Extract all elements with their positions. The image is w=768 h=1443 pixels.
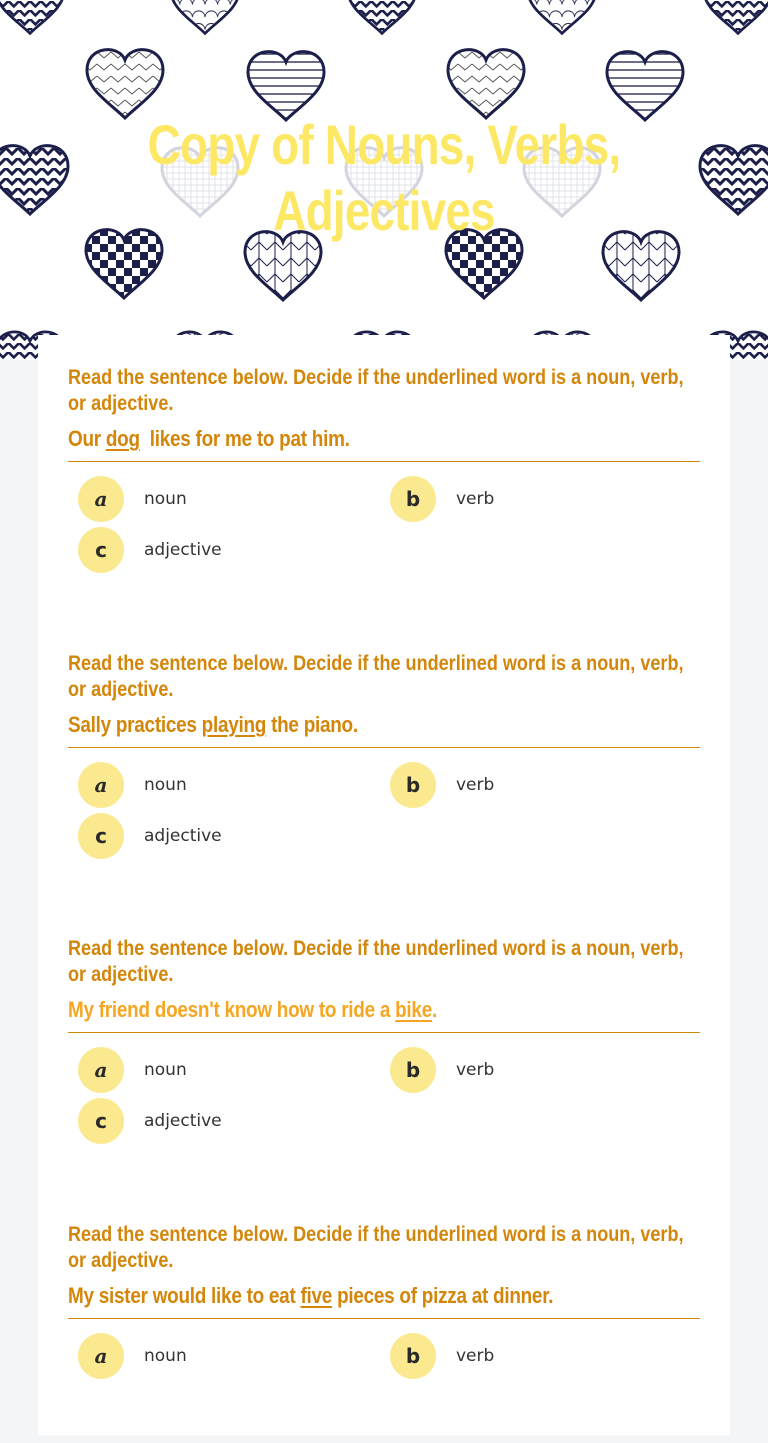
answer-options xyxy=(68,1333,700,1443)
option-label: verb xyxy=(456,489,495,509)
worksheet-header xyxy=(0,0,768,360)
option-letter-bubble[interactable]: c xyxy=(78,1098,124,1144)
underlined-word: playing xyxy=(201,712,267,737)
option-label: verb xyxy=(456,1346,495,1366)
divider xyxy=(68,461,700,462)
option-letter-bubble[interactable]: b xyxy=(390,1333,436,1379)
underlined-word: five xyxy=(300,1283,333,1308)
worksheet-card xyxy=(38,335,730,1435)
option-label: verb xyxy=(456,1060,495,1080)
option-label: noun xyxy=(144,1346,187,1366)
question-sentence xyxy=(68,996,700,1024)
option-letter-bubble[interactable]: a xyxy=(78,762,124,808)
option-b[interactable] xyxy=(390,1047,494,1093)
option-label: noun xyxy=(144,775,187,795)
underlined-word: dog xyxy=(105,426,140,451)
sentence-text: Our xyxy=(68,426,106,451)
option-label: noun xyxy=(144,489,187,509)
option-b[interactable] xyxy=(390,762,494,808)
option-letter-bubble[interactable]: b xyxy=(390,762,436,808)
question-sentence xyxy=(68,1282,700,1310)
answer-options xyxy=(68,476,700,586)
option-c[interactable] xyxy=(78,813,222,859)
sentence-text: the piano. xyxy=(266,712,358,737)
answer-options xyxy=(68,1047,700,1157)
underlined-word: bike xyxy=(395,997,432,1022)
sentence-text: likes for me to pat him. xyxy=(139,426,350,451)
sentence-text: . xyxy=(431,997,437,1022)
answer-options xyxy=(68,762,700,872)
question-instruction: Read the sentence below. Decide if the underlined word is a noun, verb, or adjective. xyxy=(68,652,684,701)
question-instruction: Read the sentence below. Decide if the underlined word is a noun, verb, or adjective. xyxy=(68,1223,684,1272)
question-3 xyxy=(68,936,700,1157)
option-a[interactable] xyxy=(78,762,187,808)
option-a[interactable] xyxy=(78,1333,187,1379)
question-4 xyxy=(68,1222,700,1443)
option-a[interactable] xyxy=(78,1047,187,1093)
option-label: adjective xyxy=(144,540,222,560)
option-letter-bubble[interactable]: a xyxy=(78,1047,124,1093)
option-c[interactable] xyxy=(78,527,222,573)
option-letter-bubble[interactable]: b xyxy=(390,476,436,522)
divider xyxy=(68,1318,700,1319)
worksheet-title: Copy of Nouns, Verbs, Adjectives xyxy=(147,113,621,242)
sentence-text: Sally practices xyxy=(68,712,202,737)
question-instruction: Read the sentence below. Decide if the underlined word is a noun, verb, or adjective. xyxy=(68,937,684,986)
sentence-text: My friend doesn't know how to ride a xyxy=(68,997,396,1022)
option-a[interactable] xyxy=(78,476,187,522)
option-letter-bubble[interactable]: c xyxy=(78,527,124,573)
option-label: adjective xyxy=(144,826,222,846)
question-sentence xyxy=(68,425,700,453)
sentence-text: pieces of pizza at dinner. xyxy=(332,1283,554,1308)
divider xyxy=(68,747,700,748)
sentence-text: My sister would like to eat xyxy=(68,1283,301,1308)
option-label: noun xyxy=(144,1060,187,1080)
option-label: verb xyxy=(456,775,495,795)
option-letter-bubble[interactable]: c xyxy=(78,813,124,859)
question-instruction: Read the sentence below. Decide if the underlined word is a noun, verb, or adjective. xyxy=(68,366,684,415)
option-letter-bubble[interactable]: b xyxy=(390,1047,436,1093)
question-1 xyxy=(68,365,700,586)
divider xyxy=(68,1032,700,1033)
option-b[interactable] xyxy=(390,1333,494,1379)
option-letter-bubble[interactable]: a xyxy=(78,476,124,522)
option-b[interactable] xyxy=(390,476,494,522)
option-label: adjective xyxy=(144,1111,222,1131)
question-2 xyxy=(68,651,700,872)
question-sentence xyxy=(68,711,700,739)
option-c[interactable] xyxy=(78,1098,222,1144)
option-letter-bubble[interactable]: a xyxy=(78,1333,124,1379)
